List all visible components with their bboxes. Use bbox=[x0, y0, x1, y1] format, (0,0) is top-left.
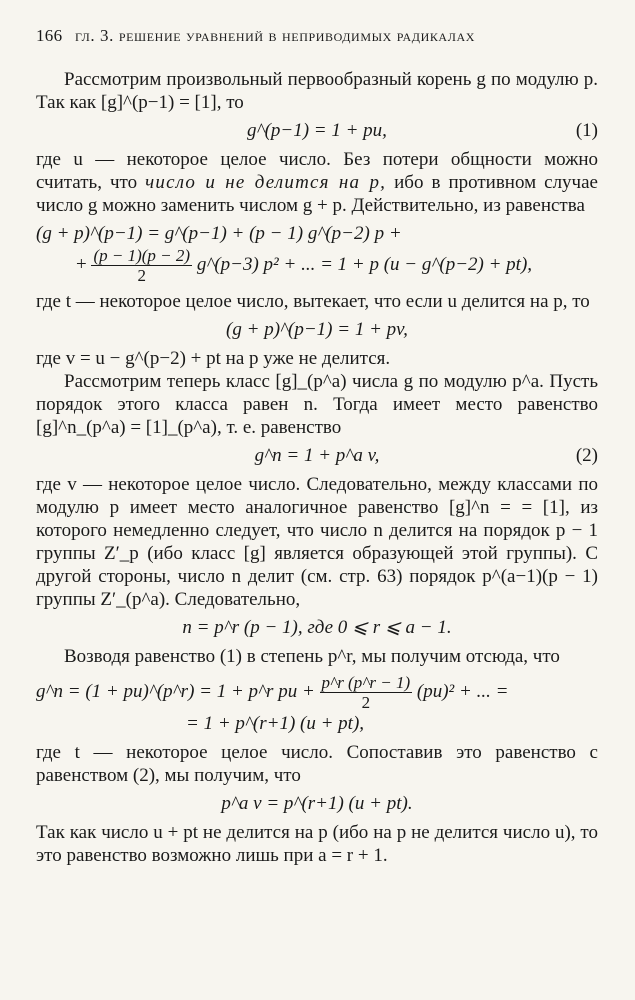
paragraph-4: где v = u − g^(p−2) + pt на p уже не делится. bbox=[36, 348, 391, 369]
paragraph-9: Так как число u + pt не делится на p (ибо на p не делится число u), то это равенство возможно лишь при a = r + 1. bbox=[36, 822, 598, 866]
equation-number-2: (2) bbox=[575, 445, 598, 466]
fraction: $\frac{(p - 1)(p - 2)}{2}$ bbox=[93, 246, 191, 285]
paragraph-3: где t — некоторое целое число, вытекает, что если u делится на p, то bbox=[36, 291, 590, 312]
paragraph-2: где u — некоторое целое число. Без потери общности можно считать, что число u не делится на p, ибо в противном случае число g можно заменить числом g + p. Действительно, из равенства bbox=[36, 149, 598, 216]
paragraph-5: Рассмотрим теперь класс [g]_(p^a) числа g по модулю p^a. Пусть порядок этого класса равен n. Тогда имеет место равенство [g]^n_(p^a) = [1]_(p^a), т. е. равенство bbox=[36, 371, 598, 438]
page bbox=[36, 26, 598, 867]
equation-1: g^(p−1) = 1 + pu, (1) bbox=[247, 120, 598, 141]
fraction: $\frac{p\^{}r (p\^{}r - 1)}{2}$ bbox=[321, 673, 411, 712]
equation-2: (g + p)^(p−1) = g^(p−1) + (p − 1) g^(p−2) p + + $\frac{(p - 1)(p - 2)}{2}$ g^(p−3) p² + ... = 1 + p (u − g^(p−2) + pt), bbox=[36, 223, 533, 285]
paragraph-1: Рассмотрим произвольный первообразный корень g по модулю p. Так как [g]^(p−1) = [1], то bbox=[36, 69, 598, 113]
equation-4: g^n = 1 + p^a v, (2) bbox=[254, 445, 598, 466]
paragraph-6: где v — некоторое целое число. Следовательно, между классами по модулю p имеет место аналогичное равенство [g]^n = = [1], из которого немедленно следует, что число n делится на порядок p − 1 группы Z′_p (ибо класс [g] является образующей этой группы). С другой стороны, число n делит (см. стр. 63) порядок p^(a−1)(p − 1) группы Z′_(p^a). Следовательно, bbox=[36, 474, 598, 610]
paragraph-7: Возводя равенство (1) в степень p^r, мы получим отсюда, что bbox=[64, 646, 560, 667]
equation-number-1: (1) bbox=[575, 120, 598, 141]
page-number: 166 bbox=[36, 26, 63, 45]
equation-5: n = p^r (p − 1), где 0 ⩽ r ⩽ a − 1. bbox=[182, 617, 452, 638]
equation-6: g^n = (1 + pu)^(p^r) = 1 + p^r pu + $\frac{p\^{}r (p\^{}r - 1)}{2}$ (pu)² + ... = = 1 + p^(r+1) (u + pt), bbox=[36, 673, 509, 734]
equation-3: (g + p)^(p−1) = 1 + pv, bbox=[226, 319, 408, 340]
equation-7: p^a v = p^(r+1) (u + pt). bbox=[221, 793, 413, 814]
paragraph-8: где t — некоторое целое число. Сопоставив это равенство с равенством (2), мы получим, что bbox=[36, 742, 598, 786]
running-head: гл. 3. решение уравнений в неприводимых радикалах bbox=[74, 26, 475, 45]
running-header bbox=[36, 26, 598, 46]
